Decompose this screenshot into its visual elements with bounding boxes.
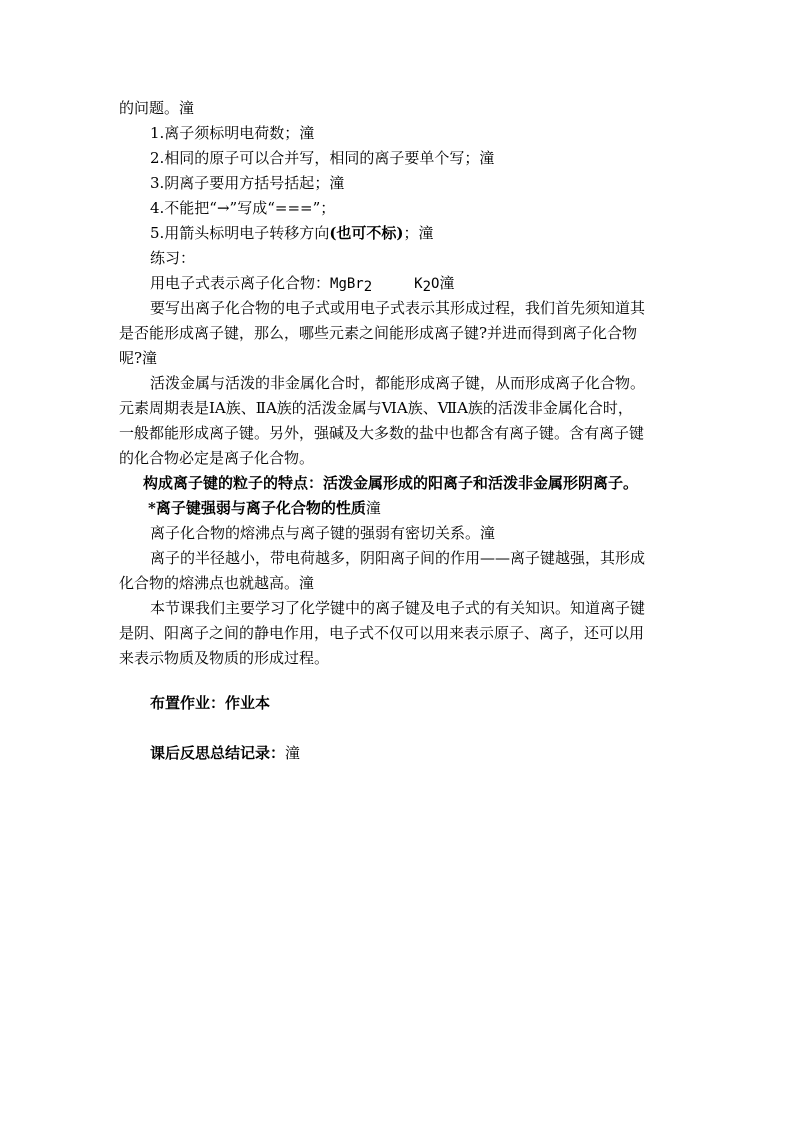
paragraph-mark: 潼 (480, 524, 496, 542)
rule-item-2: 2.相同的原子可以合并写，相同的离子要单个写；潼 (150, 149, 495, 167)
paragraph-mark: 潼 (299, 124, 315, 142)
paragraph-mark: 潼 (299, 574, 315, 592)
reflection-line: 课后反思总结记录：潼 (150, 744, 301, 762)
paragraph-mark: 潼 (179, 99, 195, 117)
rule-item-1: 1.离子须标明电荷数；潼 (150, 124, 315, 142)
homework-line: 布置作业：作业本 (150, 694, 271, 712)
paragraph-mark: 潼 (439, 274, 455, 292)
bold-heading-particles: 构成离子键的粒子的特点：活泼金属形成的阳离子和活泼非金属形阴离子。 (143, 474, 639, 492)
paragraph-1-line-3: 呢?潼 (119, 349, 158, 367)
text-line: 的问题。潼 (119, 99, 195, 117)
paragraph-5-line-2: 是阴、阳离子之间的静电作用，电子式不仅可以用来表示原子、离子，还可以用 (119, 624, 645, 642)
rule-item-5: 5.用箭头标明电子转移方向(也可不标)；潼 (150, 224, 434, 242)
paragraph-1-line-1: 要写出离子化合物的电子式或用电子式表示其形成过程，我们首先须知道其 (150, 299, 646, 317)
paragraph-2-line-4: 的化合物必定是离子化合物。 (119, 449, 315, 467)
rule-item-4: 4.不能把“→”写成“===”； (150, 199, 336, 217)
practice-exercise: 用电子式表示离子化合物：MgBr$_2$ $K_2O$潼 (150, 274, 455, 295)
paragraph-mark: 潼 (479, 149, 495, 167)
paragraph-4-line-1: 离子的半径越小，带电荷越多，阴阳离子间的作用——离子键越强，其形成 (150, 549, 646, 567)
paragraph-5-line-3: 来表示物质及物质的形成过程。 (119, 649, 330, 667)
paragraph-5-line-1: 本节课我们主要学习了化学键中的离子键及电子式的有关知识。知道离子键 (150, 599, 646, 617)
paragraph-2-line-1: 活泼金属与活泼的非金属化合时，都能形成离子键，从而形成离子化合物。 (150, 374, 646, 392)
paragraph-2-line-2: 元素周期表是ⅠA族、ⅡA族的活泼金属与ⅥA族、ⅦA族的活泼非金属化合时， (119, 399, 633, 417)
paragraph-mark: 潼 (142, 349, 158, 367)
paragraph-mark: 潼 (285, 744, 301, 762)
rule-item-3: 3.阴离子要用方括号括起；潼 (150, 174, 345, 192)
paragraph-3: 离子化合物的熔沸点与离子键的强弱有密切关系。潼 (150, 524, 496, 542)
paragraph-1-line-2: 是否能形成离子键，那么，哪些元素之间能形成离子键?并进而得到离子化合物 (119, 324, 638, 342)
practice-label: 练习： (150, 249, 196, 267)
paragraph-2-line-3: 一般都能形成离子键。另外，强碱及大多数的盐中也都含有离子键。含有离子键 (119, 424, 645, 442)
paragraph-4-line-2: 化合物的熔沸点也就越高。潼 (119, 574, 315, 592)
bold-heading-strength: *离子键强弱与离子化合物的性质潼 (148, 499, 381, 517)
paragraph-mark: 潼 (418, 224, 434, 242)
paragraph-mark: 潼 (365, 499, 381, 517)
paragraph-mark: 潼 (329, 174, 345, 192)
